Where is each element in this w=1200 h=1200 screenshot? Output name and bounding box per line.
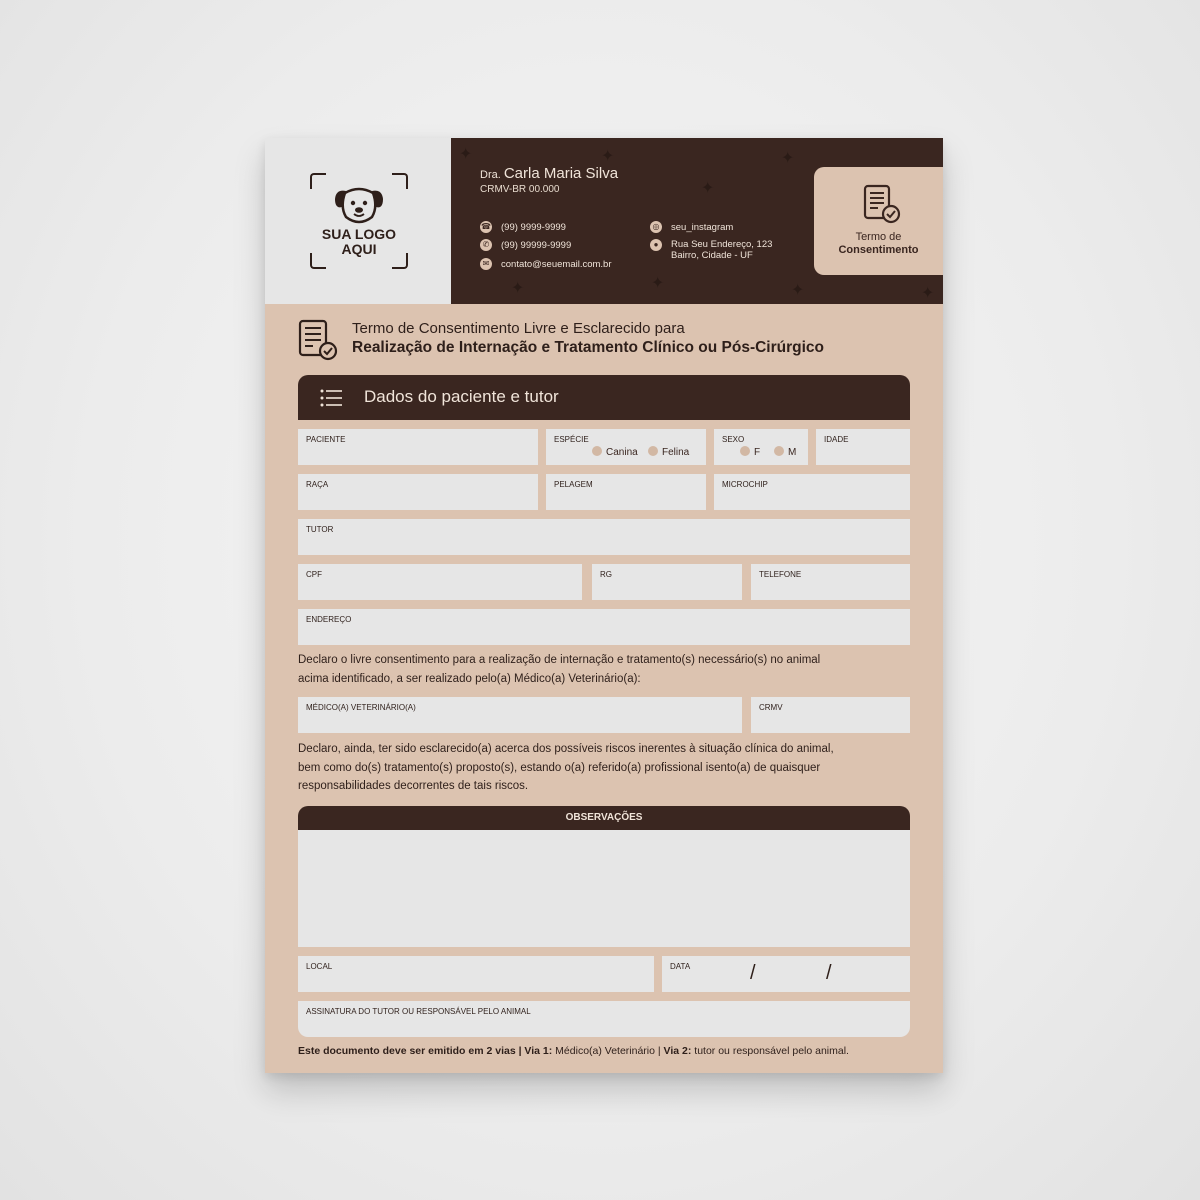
observacoes-header: OBSERVAÇÕES <box>298 806 910 830</box>
doctor-crmv: CRMV-BR 00.000 <box>480 184 560 195</box>
field-label: RAÇA <box>306 480 329 489</box>
section-label: Dados do paciente e tutor <box>364 387 559 406</box>
field-label: PELAGEM <box>554 480 593 489</box>
date-separator: / <box>826 962 832 984</box>
field-label: ENDEREÇO <box>306 615 352 624</box>
field-label: ESPÉCIE <box>554 435 589 444</box>
local-field[interactable] <box>298 956 654 992</box>
medico-field[interactable] <box>298 697 742 733</box>
email-icon: ✉ <box>480 258 492 270</box>
date-separator: / <box>750 962 756 984</box>
phone-icon: ☎ <box>481 222 491 231</box>
badge-line2: Consentimento <box>838 244 919 256</box>
data-field[interactable] <box>662 956 910 992</box>
field-label: CRMV <box>759 703 783 712</box>
field-label: TELEFONE <box>759 570 802 579</box>
title-line2: Realização de Internação e Tratamento Clínico ou Pós-Cirúrgico <box>352 339 825 356</box>
field-label: DATA <box>670 962 691 971</box>
list-icon <box>320 389 342 407</box>
field-label: PACIENTE <box>306 435 346 444</box>
doctor-header: ✦ ✦ ✦ ✦ ✦ ✦ ✦ ✦ Dra. Carla Maria Silva CRMV-BR 00.000 ☎ (99) 9999-9999 ✆ (99) 99999-9999 ✉ contato@seuemail.com.br ◎ seu_instagram ● Rua Seu Endereço, 123 Bairro, Cidade - UF <box>451 138 943 304</box>
field-label: MÉDICO(A) VETERINÁRIO(A) <box>306 703 416 712</box>
tutor-field[interactable] <box>298 519 910 555</box>
sexo-field <box>714 429 808 465</box>
field-label: ASSINATURA DO TUTOR OU RESPONSÁVEL PELO ANIMAL <box>306 1007 531 1016</box>
whatsapp-text: (99) 99999-9999 <box>501 240 572 251</box>
telefone-field[interactable] <box>751 564 910 600</box>
field-label: SEXO <box>722 435 745 444</box>
paciente-field[interactable] <box>298 429 538 465</box>
footer-note: Este documento deve ser emitido em 2 vias | Via 1: Médico(a) Veterinário | Via 2: tutor ou responsável pelo animal. <box>298 1045 849 1057</box>
rg-field[interactable] <box>592 564 742 600</box>
field-label: RG <box>600 570 612 579</box>
document-check-icon <box>862 184 902 224</box>
field-label: IDADE <box>824 435 849 444</box>
document-check-icon <box>298 319 338 361</box>
phone-text: (99) 9999-9999 <box>501 222 566 233</box>
dog-icon <box>332 183 386 227</box>
cpf-field[interactable] <box>298 564 582 600</box>
section-header <box>298 375 910 420</box>
crmv-field[interactable] <box>751 697 910 733</box>
whatsapp-icon: ✆ <box>480 239 492 251</box>
field-label: LOCAL <box>306 962 333 971</box>
especie-felina-radio[interactable]: Felina <box>648 446 689 458</box>
instagram-icon: ◎ <box>650 221 662 233</box>
logo-area <box>265 138 451 304</box>
consent-paragraph: Declaro o livre consentimento para a realização de internação e tratamento(s) necessário(s) no animal acima identificado, a ser realizado pelo(a) Médico(a) Veterinário(a): <box>298 654 821 685</box>
field-label: TUTOR <box>306 525 334 534</box>
risk-paragraph: Declaro, ainda, ter sido esclarecido(a) acerca dos possíveis riscos inerentes à situação clínica do animal, bem como do(s) tratamento(s) proposto(s), estando o(a) referido(a) profissional isento(a) de quaisquer responsabilidades decorrentes de tais riscos. <box>298 743 834 792</box>
logo-text: SUA LOGO AQUI <box>321 226 397 257</box>
term-badge <box>814 167 943 275</box>
badge-line1: Termo de <box>855 231 902 243</box>
observacoes-textarea[interactable] <box>298 830 910 947</box>
instagram-text: seu_instagram <box>671 222 734 233</box>
doctor-name: Dra. Carla Maria Silva <box>480 165 619 182</box>
logo-frame <box>310 173 408 269</box>
raca-field[interactable] <box>298 474 538 510</box>
endereco-field[interactable] <box>298 609 910 645</box>
pelagem-field[interactable] <box>546 474 706 510</box>
sexo-f-radio[interactable]: F <box>740 446 760 458</box>
sexo-m-radio[interactable]: M <box>774 446 796 458</box>
assinatura-field[interactable] <box>298 1001 910 1037</box>
email-text: contato@seuemail.com.br <box>501 259 612 270</box>
consent-form-sheet <box>265 138 943 1073</box>
location-pin-icon: ● <box>650 239 662 251</box>
address-line2: Bairro, Cidade - UF <box>671 250 753 261</box>
title-line1: Termo de Consentimento Livre e Esclarecido para <box>352 320 685 337</box>
idade-field[interactable] <box>816 429 910 465</box>
address-line1: Rua Seu Endereço, 123 <box>671 239 773 250</box>
especie-canina-radio[interactable]: Canina <box>592 446 638 458</box>
microchip-field[interactable] <box>714 474 910 510</box>
field-label: MICROCHIP <box>722 480 768 489</box>
especie-field <box>546 429 706 465</box>
field-label: CPF <box>306 570 322 579</box>
